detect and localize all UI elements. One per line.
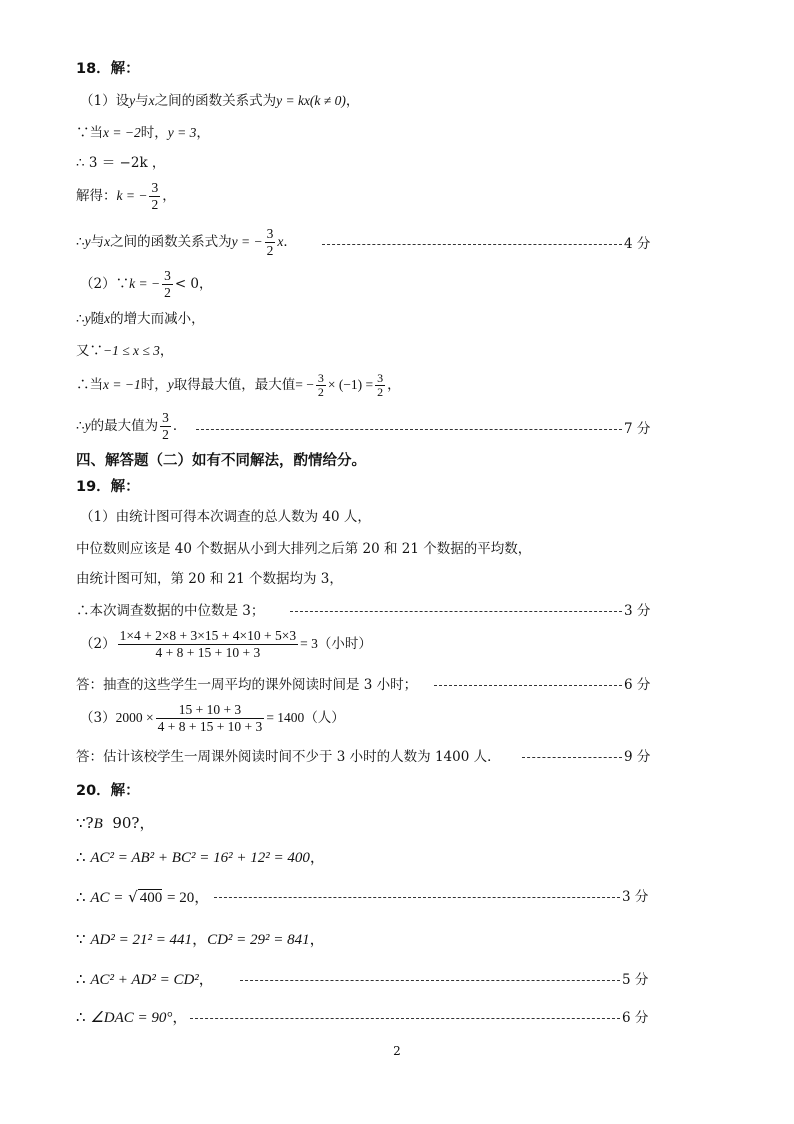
page-number: 2 xyxy=(393,1044,401,1058)
score-6: 6 分 xyxy=(624,677,651,693)
score-3: 3 分 xyxy=(622,889,649,905)
q18-line3: ∴ 3 ＝ −2k ， xyxy=(76,155,166,171)
score-leader xyxy=(196,429,622,430)
q19-line1: （1）由统计图可得本次调查的总人数为 40 人， xyxy=(80,509,371,525)
q18-line2: ∵当x = −2时，y = 3， xyxy=(76,125,210,141)
q19-line4: ∴本次调查数据的中位数是 3； xyxy=(76,603,265,619)
q19-line5: （2） $\frac{1\times 4 + 2\times 8 + 3\times 15 + 4\times 10 + 5\times 3}{4 + 8 + 15 + 10 + 3}$ = 3（小时） xyxy=(80,628,372,660)
score-leader xyxy=(290,611,622,612)
score-leader xyxy=(434,685,622,686)
q20-line4: ∵ AD² = 21² = 441，CD² = 29² = 841， xyxy=(76,930,325,948)
score-7: 7 分 xyxy=(624,421,651,437)
q19-line8: 答：估计该校学生一周课外阅读时间不少于 3 小时的人数为 1400 人． xyxy=(76,749,501,765)
q18-line4: 解得：k = − $\frac{3}{2}$ ， xyxy=(76,180,176,212)
score-3: 3 分 xyxy=(624,603,651,619)
q18-line6: （2）∵k = − $\frac{3}{2}$ < 0， xyxy=(80,268,213,300)
q20-title: 20．解： xyxy=(76,783,140,799)
section-heading: 四、解答题（二）如有不同解法，酌情给分。 xyxy=(76,453,366,469)
score-5: 5 分 xyxy=(622,972,649,988)
score-9: 9 分 xyxy=(624,749,651,765)
q18-line7: ∴y随x的增大而减小， xyxy=(76,311,205,327)
q18-title: 18．解： xyxy=(76,61,140,77)
score-leader xyxy=(322,244,622,245)
q19-line3: 由统计图可知，第 20 和 21 个数据均为 3， xyxy=(76,571,343,587)
q18-line9: ∴当x = −1时，y取得最大值，最大值= − $\frac{3}{2}$ × (−1) = $\frac{3}{2}$ ， xyxy=(76,371,401,399)
q18-line5: ∴y与x之间的函数关系式为y = − $\frac{3}{2}$ x． xyxy=(76,226,297,258)
q20-line5: ∴ AC² + AD² = CD²， xyxy=(76,970,214,988)
q19-title: 19．解： xyxy=(76,479,140,495)
score-4: 4 分 xyxy=(624,236,651,252)
score-leader xyxy=(214,897,620,898)
q18-line1: （1）设y与x之间的函数关系式为y = kx(k ≠ 0)， xyxy=(80,93,360,109)
q19-line6: 答：抽查的这些学生一周平均的课外阅读时间是 3 小时； xyxy=(76,677,418,693)
q20-line6: ∴ ∠DAC = 90°， xyxy=(76,1008,188,1026)
q20-line2: ∴ AC² = AB² + BC² = 16² + 12² = 400， xyxy=(76,848,325,866)
q18-line8: 又∵−1 ≤ x ≤ 3， xyxy=(76,343,174,359)
q20-line1: ∵?B 90?， xyxy=(76,814,155,832)
score-leader xyxy=(522,757,622,758)
q19-line7: （3）2000 × $\frac{15 + 10 + 3}{4 + 8 + 15 + 10 + 3}$ = 1400（人） xyxy=(80,702,345,734)
q20-line3: ∴ AC = √ 400 = 20， xyxy=(76,888,210,906)
score-leader xyxy=(240,980,620,981)
q18-line10: ∴y的最大值为 $\frac{3}{2}$ ． xyxy=(76,410,187,442)
q19-line2: 中位数则应该是 40 个数据从小到大排列之后第 20 和 21 个数据的平均数， xyxy=(76,541,532,557)
score-6: 6 分 xyxy=(622,1010,649,1026)
score-leader xyxy=(190,1018,620,1019)
